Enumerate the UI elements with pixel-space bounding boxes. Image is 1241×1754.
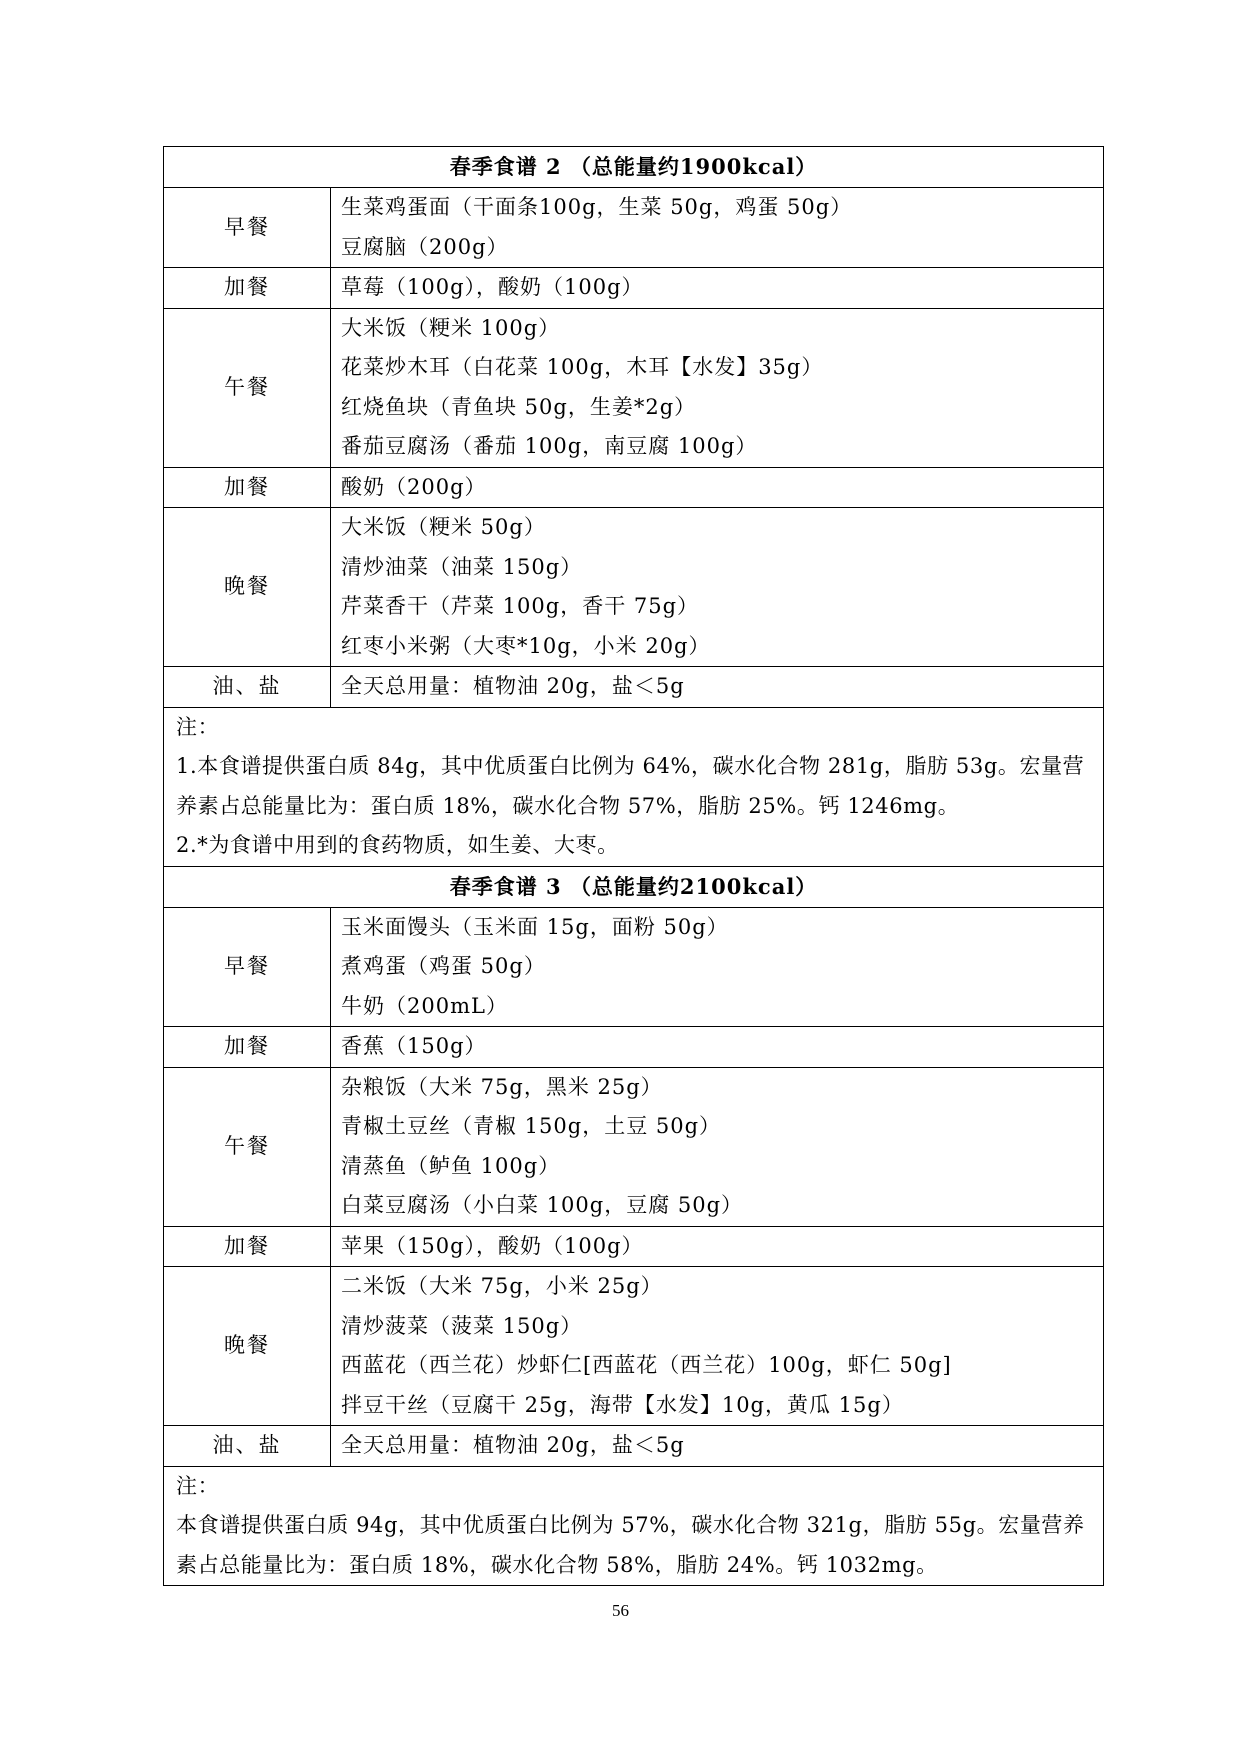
food-item: 清炒菠菜（菠菜 150g） bbox=[341, 1313, 583, 1338]
meal-name: 晚餐 bbox=[164, 508, 331, 667]
food-item: 清炒油菜（油菜 150g） bbox=[341, 554, 583, 579]
meal-row bbox=[164, 1067, 1104, 1226]
meal-name: 早餐 bbox=[164, 907, 331, 1027]
meal-name: 早餐 bbox=[164, 188, 331, 268]
food-item: 芹菜香干（芹菜 100g，香干 75g） bbox=[341, 594, 700, 618]
meal-row bbox=[164, 467, 1104, 508]
spring-menu-table bbox=[163, 146, 1104, 1586]
food-item: 牛奶（200mL） bbox=[341, 993, 508, 1018]
food-item: 煮鸡蛋（鸡蛋 50g） bbox=[341, 954, 546, 978]
food-item: 清蒸鱼（鲈鱼 100g） bbox=[341, 1153, 561, 1178]
food-item: 红烧鱼块（青鱼块 50g，生姜*2g） bbox=[341, 394, 697, 419]
food-item: 番茄豆腐汤（番茄 100g，南豆腐 100g） bbox=[341, 434, 758, 458]
food-item: 红枣小米粥（大枣*10g，小米 20g） bbox=[341, 633, 711, 658]
note-line: 2.*为食谱中用到的食药物质，如生姜、大枣。 bbox=[176, 833, 619, 857]
food-item: 香蕉（150g） bbox=[341, 1034, 487, 1058]
food-item: 草莓（100g），酸奶（100g） bbox=[341, 275, 644, 299]
menu-title-row bbox=[164, 866, 1104, 907]
notes-row bbox=[164, 707, 1104, 866]
meal-row bbox=[164, 508, 1104, 667]
food-item: 青椒土豆丝（青椒 150g，土豆 50g） bbox=[341, 1114, 722, 1138]
note-line: 注： bbox=[176, 1473, 220, 1498]
food-item: 大米饭（粳米 100g） bbox=[341, 315, 561, 340]
meal-row bbox=[164, 1426, 1104, 1467]
food-item: 生菜鸡蛋面（干面条100g，生菜 50g，鸡蛋 50g） bbox=[341, 195, 853, 219]
food-item: 苹果（150g），酸奶（100g） bbox=[341, 1233, 644, 1258]
meal-row bbox=[164, 268, 1104, 309]
meal-items bbox=[331, 1067, 1104, 1226]
meal-row bbox=[164, 667, 1104, 708]
food-item: 西蓝花（西兰花）炒虾仁[西蓝花（西兰花）100g，虾仁 50g] bbox=[341, 1353, 952, 1377]
meal-items bbox=[331, 467, 1104, 508]
meal-items bbox=[331, 907, 1104, 1027]
meal-name: 加餐 bbox=[164, 268, 331, 309]
meal-row bbox=[164, 188, 1104, 268]
food-item: 大米饭（粳米 50g） bbox=[341, 515, 546, 539]
menu-title-row bbox=[164, 147, 1104, 188]
meal-items bbox=[331, 508, 1104, 667]
meal-name: 午餐 bbox=[164, 308, 331, 467]
meal-name: 晚餐 bbox=[164, 1267, 331, 1426]
menu-table-body bbox=[164, 147, 1104, 1586]
food-item: 全天总用量：植物油 20g，盐＜5g bbox=[341, 674, 685, 698]
meal-items bbox=[331, 1226, 1104, 1267]
note-line: 1.本食谱提供蛋白质 84g，其中优质蛋白比例为 64%，碳水化合物 281g，脂肪 53g。宏量营养素占总能量比为：蛋白质 18%，碳水化合物 57%，脂肪 25%。钙 1246mg。 bbox=[176, 754, 1085, 818]
meal-row bbox=[164, 1027, 1104, 1068]
notes-row bbox=[164, 1466, 1104, 1586]
meal-items bbox=[331, 1267, 1104, 1426]
food-item: 二米饭（大米 75g，小米 25g） bbox=[341, 1274, 663, 1298]
food-item: 酸奶（200g） bbox=[341, 474, 487, 499]
food-item: 豆腐脑（200g） bbox=[341, 234, 509, 259]
note-line: 注： bbox=[176, 714, 220, 739]
menu-title: 春季食谱 2 （总能量约1900kcal） bbox=[164, 147, 1104, 188]
menu-notes bbox=[164, 1466, 1104, 1586]
meal-row bbox=[164, 1267, 1104, 1426]
meal-name: 油、盐 bbox=[164, 667, 331, 708]
menu-title: 春季食谱 3 （总能量约2100kcal） bbox=[164, 866, 1104, 907]
food-item: 拌豆干丝（豆腐干 25g，海带【水发】10g，黄瓜 15g） bbox=[341, 1392, 904, 1417]
food-item: 全天总用量：植物油 20g，盐＜5g bbox=[341, 1433, 685, 1457]
meal-items bbox=[331, 308, 1104, 467]
menu-notes bbox=[164, 707, 1104, 866]
page-number: 56 bbox=[612, 1601, 629, 1620]
meal-name: 加餐 bbox=[164, 1027, 331, 1068]
meal-items bbox=[331, 188, 1104, 268]
food-item: 花菜炒木耳（白花菜 100g，木耳【水发】35g） bbox=[341, 355, 824, 379]
food-item: 玉米面馒头（玉米面 15g，面粉 50g） bbox=[341, 914, 729, 939]
food-item: 白菜豆腐汤（小白菜 100g，豆腐 50g） bbox=[341, 1193, 744, 1217]
meal-row bbox=[164, 1226, 1104, 1267]
food-item: 杂粮饭（大米 75g，黑米 25g） bbox=[341, 1074, 663, 1099]
note-line: 本食谱提供蛋白质 94g，其中优质蛋白比例为 57%，碳水化合物 321g，脂肪 55g。宏量营养素占总能量比为：蛋白质 18%，碳水化合物 58%，脂肪 24%。钙 1032mg。 bbox=[176, 1513, 1085, 1577]
meal-name: 油、盐 bbox=[164, 1426, 331, 1467]
meal-name: 加餐 bbox=[164, 467, 331, 508]
meal-row bbox=[164, 907, 1104, 1027]
meal-items bbox=[331, 667, 1104, 708]
meal-items bbox=[331, 268, 1104, 309]
meal-items bbox=[331, 1426, 1104, 1467]
meal-items bbox=[331, 1027, 1104, 1068]
meal-name: 午餐 bbox=[164, 1067, 331, 1226]
meal-row bbox=[164, 308, 1104, 467]
meal-name: 加餐 bbox=[164, 1226, 331, 1267]
